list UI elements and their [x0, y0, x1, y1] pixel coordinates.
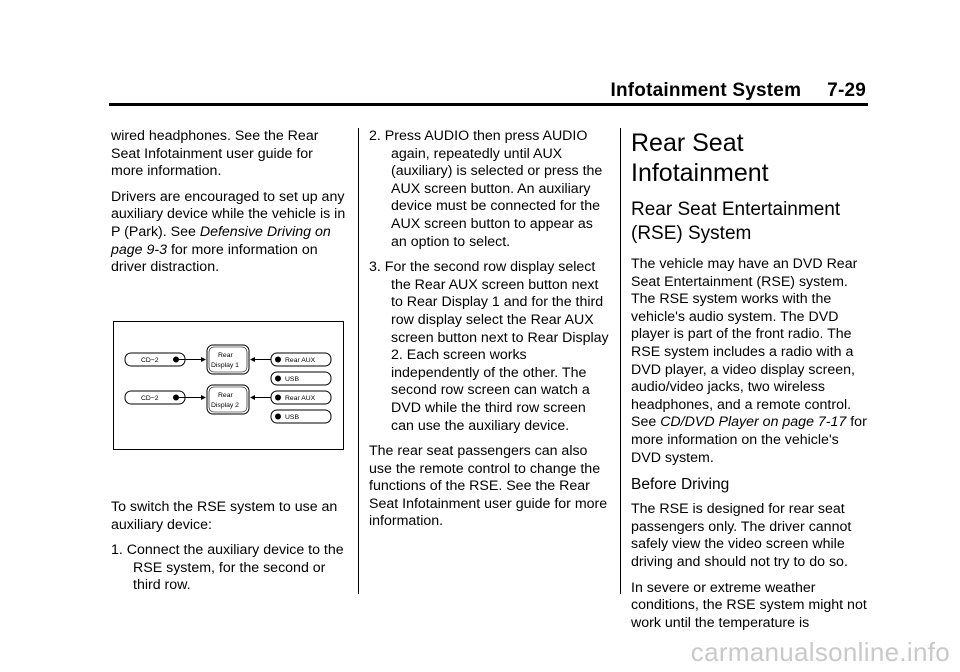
text-run: for more information on driver distraction. [111, 241, 318, 276]
paragraph-remote: The rear seat passengers can also use the remote control to change the functions of the RSE. See the Rear Seat Infotainment user guide for more information. [369, 443, 608, 530]
paragraph-switch: To switch the RSE system to use an auxiliary device: [111, 499, 338, 533]
button-dot-2 [275, 376, 281, 382]
paragraph-weather: In severe or extreme weather conditions, the RSE system might not work until the temperature is [631, 579, 867, 631]
link-cd-dvd-player[interactable]: CD/DVD Player on page 7-17 [660, 414, 847, 431]
heading-rse-system: Rear Seat Entertainment (RSE) System [631, 199, 841, 244]
display-1-label-b: Display 1 [211, 362, 239, 369]
column-3 [631, 128, 871, 640]
column-2 [369, 128, 609, 539]
text-run: Drivers are encouraged to set up any auxiliary device while the vehicle is in P (Park). See [111, 188, 346, 240]
page-header [611, 80, 867, 102]
link-defensive-driving[interactable]: Defensive Driving on page 9-3 [111, 223, 331, 258]
paragraph-headphones: wired headphones. See the Rear Seat Infotainment user guide for more information. [111, 128, 319, 180]
paragraph-drivers [111, 189, 349, 277]
column-1-lower [111, 499, 349, 603]
column-divider-2 [620, 128, 621, 594]
button-label-1: Rear AUX [285, 357, 316, 364]
step-2: 2. Press AUDIO then press AUDIO again, repeatedly until AUX (auxiliary) is selected or press the AUX screen button. An auxiliary device must be connected for the AUX screen button to appear as an option to select. [369, 128, 603, 250]
cd-label-2: CD−2 [141, 395, 159, 402]
watermark: carmanualsonline.info [690, 637, 950, 667]
cd-dot-1 [173, 357, 179, 363]
page-number: 7-29 [827, 80, 866, 101]
button-label-4: USB [285, 414, 299, 421]
rse-diagram [113, 321, 344, 450]
display-box-1 [207, 345, 249, 374]
step-3: 3. For the second row display select the Rear AUX screen button next to Rear Display 1 and for the third row display select the Rear AUX screen button next to Rear Display 2. Each screen works independently of the other. The second row screen can watch a DVD while the third row screen can use the auxiliary device. [369, 259, 609, 434]
text-run: for more information on the vehicle's DVD system. [631, 414, 867, 466]
paragraph-rse-intro [631, 256, 871, 467]
step-1: 1. Connect the auxiliary device to the RSE system, for the second or third row. [111, 542, 344, 594]
button-dot-1 [275, 357, 281, 363]
cd-label-1: CD−2 [141, 357, 159, 364]
display-box-2 [207, 385, 249, 414]
heading-before-driving: Before Driving [631, 476, 730, 494]
text-run: The vehicle may have an DVD Rear Seat Entertainment (RSE) system. The RSE system works with the vehicle's audio system. The DVD player is part of the front radio. The RSE system includes a radio with a DVD player, a video display screen, audio/video jacks, two wireless headphones, and a remote control. See [631, 256, 858, 431]
display-2-label-b: Display 2 [211, 402, 239, 409]
column-1 [111, 128, 349, 285]
paragraph-before-driving: The RSE is designed for rear seat passengers only. The driver cannot safely view the video screen while driving and should not try to do so. [631, 501, 852, 570]
button-dot-3 [275, 395, 281, 401]
button-label-3: Rear AUX [285, 395, 316, 402]
heading-rear-seat-infotainment: Rear Seat Infotainment [631, 129, 769, 187]
rse-diagram-svg [113, 321, 344, 450]
column-divider-1 [358, 128, 359, 594]
header-rule [109, 103, 868, 106]
button-dot-4 [275, 414, 281, 420]
section-title: Infotainment System [610, 80, 802, 101]
display-2-label-a: Rear [218, 392, 233, 399]
display-1-label-a: Rear [218, 352, 233, 359]
cd-dot-2 [173, 395, 179, 401]
button-label-2: USB [285, 376, 299, 383]
